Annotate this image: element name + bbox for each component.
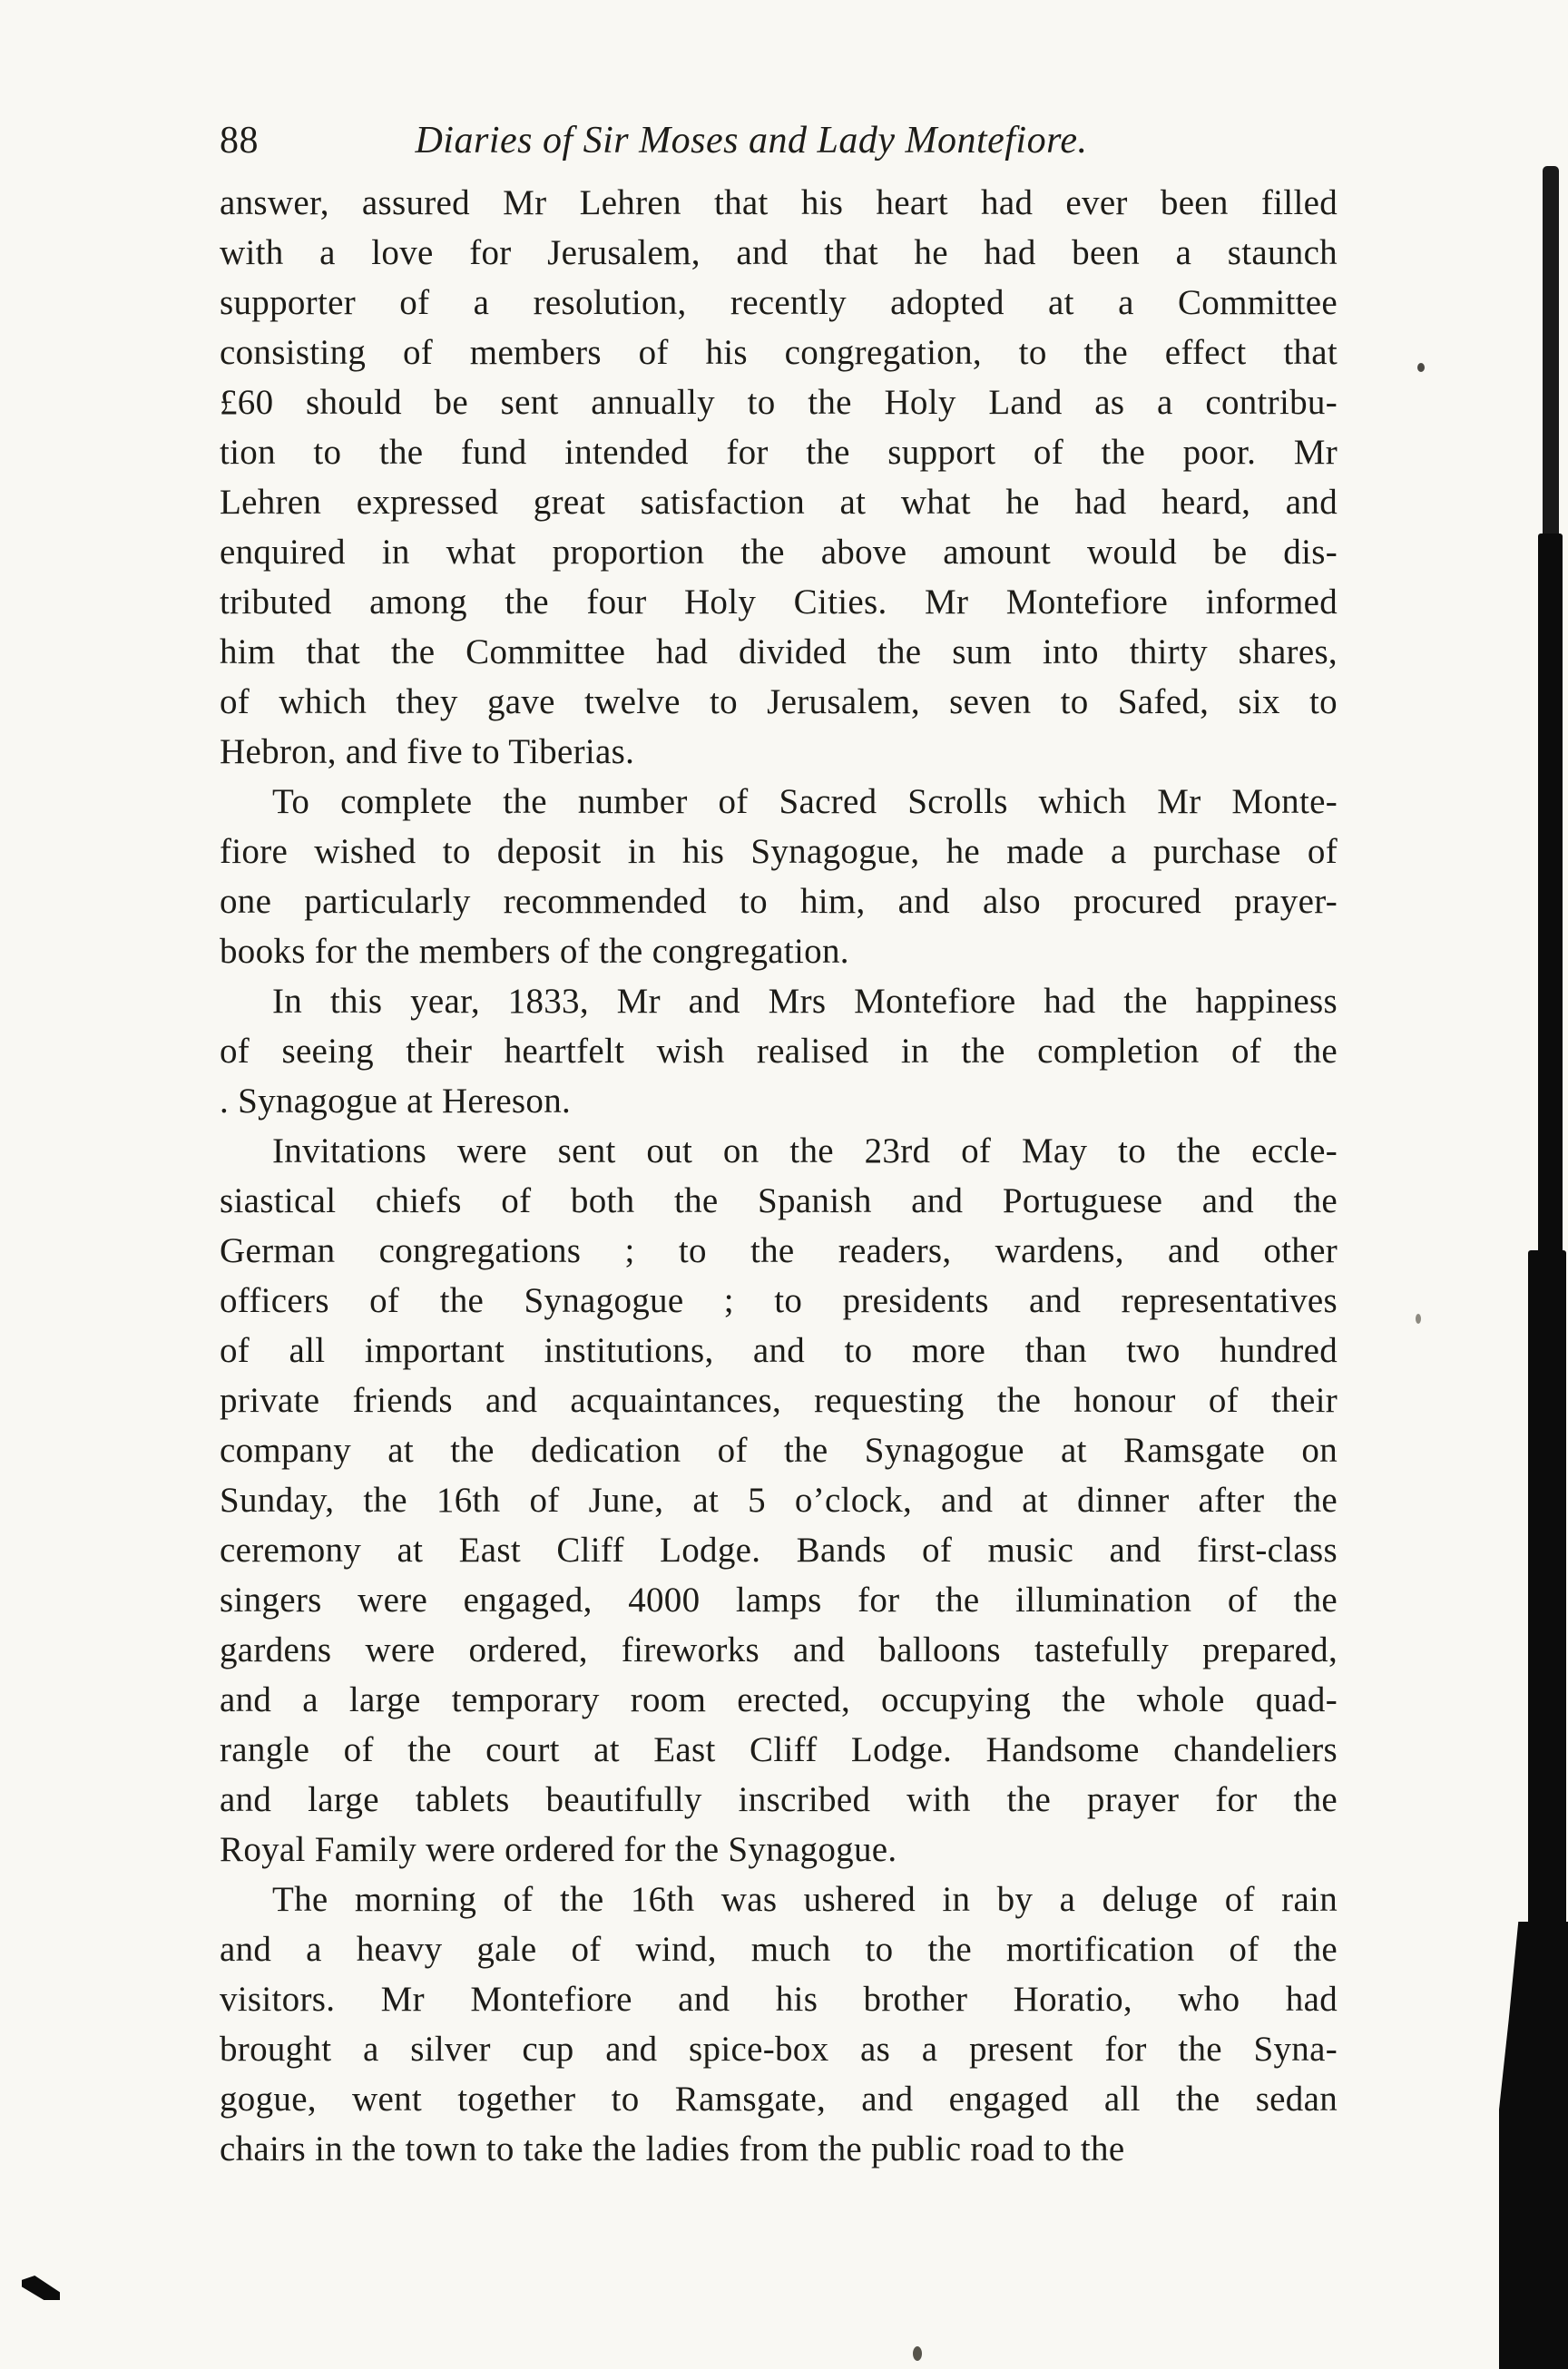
text-line: company at the dedication of the Synagogue at Ramsgate on xyxy=(220,1431,1338,1470)
paragraph xyxy=(220,178,1338,777)
ink-speck xyxy=(1417,363,1425,372)
page-number: 88 xyxy=(220,120,259,162)
ink-speck xyxy=(1416,1314,1421,1324)
text-line: books for the members of the congregation. xyxy=(220,932,849,971)
paragraph xyxy=(220,976,1338,1126)
text-line: To complete the number of Sacred Scrolls which Mr Monte- xyxy=(272,782,1338,821)
scan-artifact-right-bar-middle xyxy=(1538,534,1563,1264)
text-line: German congregations ; to the readers, wardens, and other xyxy=(220,1231,1338,1270)
text-line: tributed among the four Holy Cities. Mr Montefiore informed xyxy=(220,582,1338,622)
text-line: of seeing their heartfelt wish realised in the completion of the xyxy=(220,1032,1338,1071)
scan-artifact-right-bar-bottom xyxy=(1499,1922,1568,2369)
text-line: enquired in what proportion the above amount would be dis- xyxy=(220,533,1338,572)
text-line: Lehren expressed great satisfaction at what he had heard, and xyxy=(220,483,1338,522)
running-title: Diaries of Sir Moses and Lady Montefiore. xyxy=(415,120,1088,162)
text-line: chairs in the town to take the ladies from the public road to the xyxy=(220,2129,1125,2168)
text-line: £60 should be sent annually to the Holy Land as a contribu- xyxy=(220,383,1338,422)
text-line: visitors. Mr Montefiore and his brother Horatio, who had xyxy=(220,1980,1338,2019)
text-line: The morning of the 16th was ushered in by a deluge of rain xyxy=(272,1880,1338,1919)
text-line: gogue, went together to Ramsgate, and engaged all the sedan xyxy=(220,2080,1338,2119)
page-header xyxy=(220,118,1338,163)
page-body xyxy=(220,178,1338,2174)
text-line: private friends and acquaintances, requesting the honour of their xyxy=(220,1381,1338,1420)
text-line: consisting of members of his congregation, to the effect that xyxy=(220,333,1338,372)
text-line: Royal Family were ordered for the Synagogue. xyxy=(220,1830,897,1869)
text-line: of which they gave twelve to Jerusalem, seven to Safed, six to xyxy=(220,682,1338,721)
text-line: one particularly recommended to him, and also procured prayer- xyxy=(220,882,1338,921)
text-line: siastical chiefs of both the Spanish and Portuguese and the xyxy=(220,1181,1338,1220)
text-column xyxy=(220,118,1338,2174)
text-line: supporter of a resolution, recently adopted at a Committee xyxy=(220,283,1338,322)
paragraph xyxy=(220,1875,1338,2174)
text-line: and large tablets beautifully inscribed with the prayer for the xyxy=(220,1780,1338,1819)
text-line: In this year, 1833, Mr and Mrs Montefiore had the happiness xyxy=(272,982,1338,1021)
text-line: and a heavy gale of wind, much to the mortification of the xyxy=(220,1930,1338,1969)
text-line: rangle of the court at East Cliff Lodge. Handsome chandeliers xyxy=(220,1730,1338,1769)
text-line: answer, assured Mr Lehren that his heart had ever been filled xyxy=(220,183,1338,222)
text-line: brought a silver cup and spice-box as a present for the Syna- xyxy=(220,2030,1338,2069)
text-line: Sunday, the 16th of June, at 5 o’clock, and at dinner after the xyxy=(220,1481,1338,1520)
text-line: . Synagogue at Hereson. xyxy=(220,1082,572,1121)
text-line: Hebron, and five to Tiberias. xyxy=(220,732,635,771)
text-line: him that the Committee had divided the sum into thirty shares, xyxy=(220,632,1338,671)
text-line: gardens were ordered, fireworks and balloons tastefully prepared, xyxy=(220,1630,1338,1669)
scan-artifact-ink-mark-bottom-left xyxy=(22,2276,60,2300)
text-line: Invitations were sent out on the 23rd of May to the eccle- xyxy=(272,1131,1338,1170)
scan-artifact-right-bar-top xyxy=(1543,166,1559,547)
scan-artifact-right-bar-lower xyxy=(1528,1250,1566,1940)
text-line: of all important institutions, and to more than two hundred xyxy=(220,1331,1338,1370)
text-line: officers of the Synagogue ; to presidents and representatives xyxy=(220,1281,1338,1320)
text-line: tion to the fund intended for the support of the poor. Mr xyxy=(220,433,1338,472)
paragraph xyxy=(220,777,1338,976)
text-line: with a love for Jerusalem, and that he had been a staunch xyxy=(220,233,1338,272)
ink-speck xyxy=(913,2346,922,2361)
text-line: ceremony at East Cliff Lodge. Bands of music and first-class xyxy=(220,1531,1338,1570)
paragraph xyxy=(220,1126,1338,1875)
text-line: singers were engaged, 4000 lamps for the illumination of the xyxy=(220,1581,1338,1620)
text-line: fiore wished to deposit in his Synagogue, he made a purchase of xyxy=(220,832,1338,871)
text-line: and a large temporary room erected, occupying the whole quad- xyxy=(220,1680,1338,1719)
